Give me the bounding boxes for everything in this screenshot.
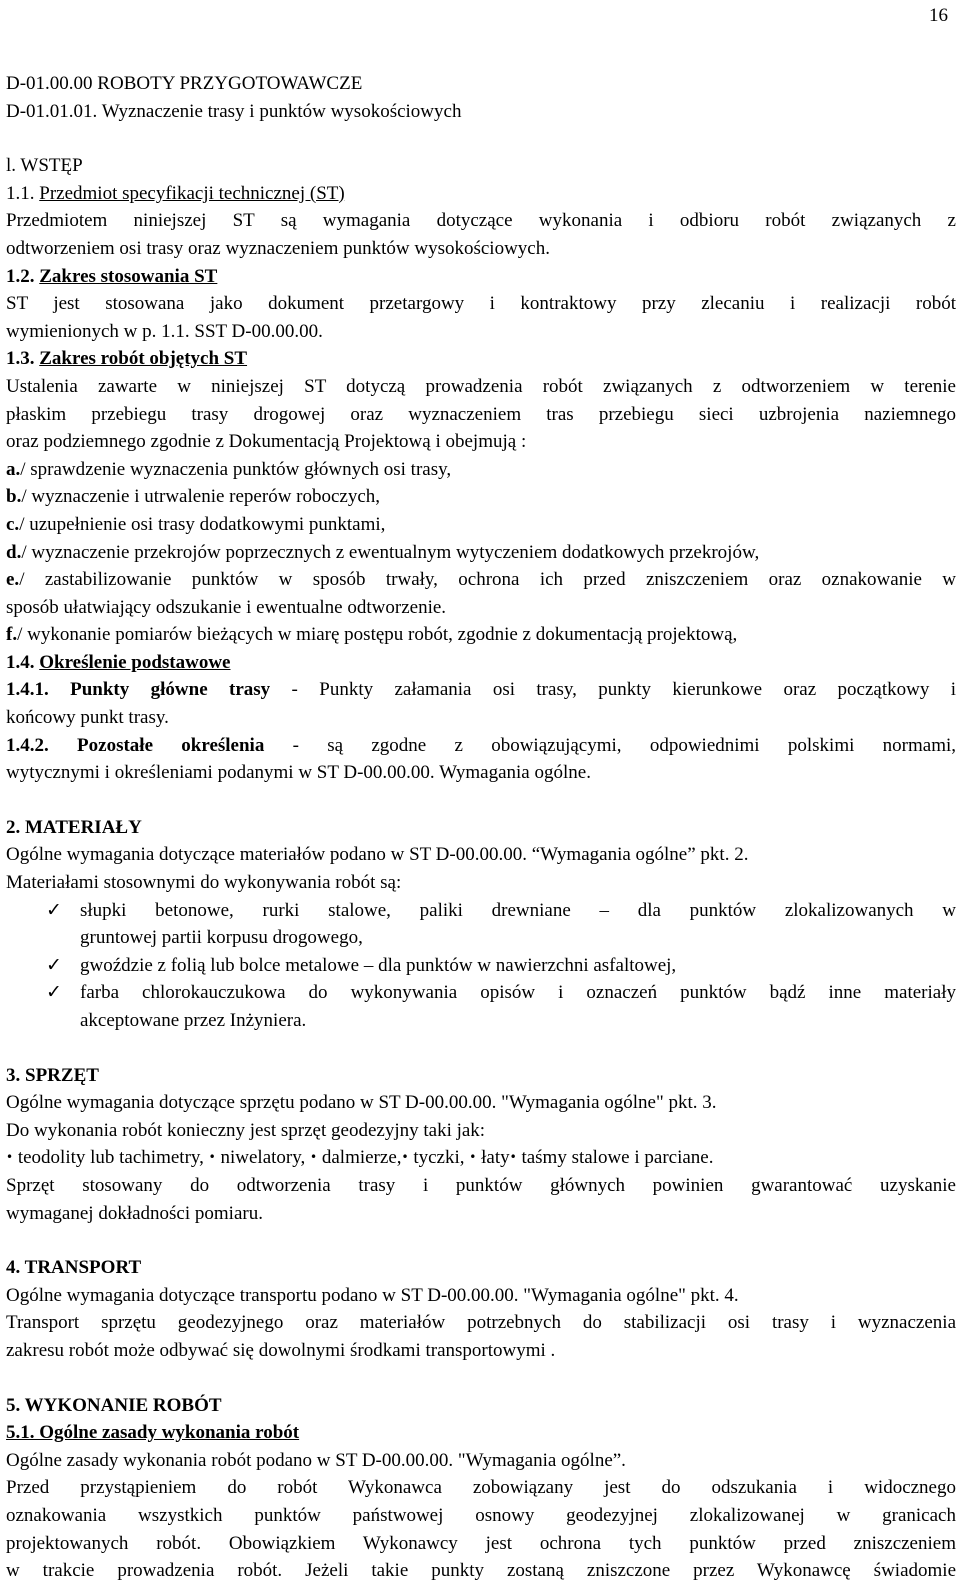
paragraph-line: płaskim przebiegu trasy drogowej oraz wyznaczeniem tras przebiegu sieci uzbrojenia naziemnego — [6, 403, 956, 425]
definition-1-4-1 — [6, 676, 956, 704]
material-text: gruntowej partii korpusu drogowego, — [80, 927, 363, 949]
section-1-1-title: Przedmiot specyfikacji technicznej (ST) — [39, 182, 345, 204]
material-item-2 — [6, 952, 956, 980]
paragraph-line: Ustalenia zawarte w niniejszej ST dotyczą prowadzenia robót związanych z odtworzeniem w terenie — [6, 375, 956, 397]
section-1-1-heading — [6, 180, 956, 208]
section-5-1-heading: 5.1. Ogólne zasady wykonania robót — [6, 1422, 300, 1444]
paragraph-line: Materiałami stosownymi do wykonywania robót są: — [6, 872, 402, 894]
document-body — [6, 70, 956, 1585]
paragraph-line: końcowy punkt trasy. — [6, 707, 169, 729]
material-text: farba chlorokauczukowa do wykonywania opisów i oznaczeń punktów bądź inne materiały — [80, 982, 956, 1004]
paragraph-line: Ogólne wymagania dotyczące materiałów podano w ST D-00.00.00. “Wymagania ogólne” pkt. 2. — [6, 844, 749, 866]
checkmark-icon: ✓ — [46, 953, 62, 976]
section-1-4-number: 1.4. — [6, 651, 35, 673]
paragraph-line: w trakcie prowadzenia robót. Jeżeli takie punkty zostaną zniszczone przez Wykonawcę świadomie — [6, 1560, 956, 1582]
section-1-3-number: 1.3. — [6, 348, 35, 370]
section-1-2-number: 1.2. — [6, 265, 35, 287]
section-4-heading: 4. TRANSPORT — [6, 1257, 142, 1279]
section-1-heading: l. WSTĘP — [6, 155, 83, 177]
scope-item-text: / zastabilizowanie punktów w sposób trwały, ochrona ich przed zniszczeniem oraz oznakowanie w — [19, 569, 956, 591]
scope-item-key: a. — [6, 458, 21, 480]
paragraph-line: Ogólne zasady wykonania robót podano w ST D-00.00.00. "Wymagania ogólne”. — [6, 1449, 626, 1471]
material-item-1 — [6, 897, 956, 952]
section-1-4-title: Określenie podstawowe — [39, 651, 231, 673]
definition-term: 1.4.1. Punkty główne trasy — [6, 679, 271, 701]
paragraph-line: sposób ułatwiający odszukanie i ewentualne odtworzenie. — [6, 596, 447, 618]
bullet-icon: • — [310, 1150, 318, 1165]
scope-item-key: d. — [6, 541, 22, 563]
paragraph-line: oznakowania wszystkich punktów państwowej osnowy geodezyjnej zlokalizowanej w granicach — [6, 1504, 956, 1526]
bullet-icon: • — [6, 1150, 14, 1165]
material-text: akceptowane przez Inżyniera. — [80, 1010, 307, 1031]
scope-item-e — [6, 566, 956, 594]
paragraph-line: wytycznymi i określeniami podanymi w ST D-00.00.00. Wymagania ogólne. — [6, 762, 591, 784]
scope-item-d — [6, 539, 956, 567]
material-text: gwoździe z folią lub bolce metalowe – dla punktów w nawierzchni asfaltowej, — [80, 954, 677, 976]
bullet-icon: • — [401, 1150, 409, 1165]
equipment-item: taśmy stalowe i parciane. — [521, 1147, 714, 1169]
scope-item-b — [6, 483, 956, 511]
paragraph-line: projektowanych robót. Obowiązkiem Wykonawcy jest ochrona tych punktów przed zniszczeniem — [6, 1532, 956, 1554]
section-3-heading: 3. SPRZĘT — [6, 1064, 99, 1086]
paragraph-line: Ogólne wymagania dotyczące transportu podano w ST D-00.00.00. "Wymagania ogólne" pkt. 4. — [6, 1284, 739, 1306]
page-number: 16 — [929, 5, 948, 26]
paragraph-line: wymaganej dokładności pomiaru. — [6, 1202, 263, 1224]
bullet-icon: • — [469, 1150, 477, 1165]
paragraph-line: Transport sprzętu geodezyjnego oraz materiałów potrzebnych do stabilizacji osi trasy i wyznaczenia — [6, 1312, 956, 1334]
definition-term: 1.4.2. Pozostałe określenia — [6, 734, 265, 756]
scope-item-text: / wykonanie pomiarów bieżących w miarę postępu robót, zgodnie z dokumentacją projektową, — [17, 624, 738, 646]
equipment-item: tyczki, — [413, 1147, 465, 1169]
paragraph-line: wymienionych w p. 1.1. SST D-00.00.00. — [6, 320, 323, 342]
scope-item-text: / uzupełnienie osi trasy dodatkowymi punktami, — [19, 513, 386, 535]
bullet-icon: • — [208, 1150, 216, 1165]
header-line-1: D-01.00.00 ROBOTY PRZYGOTOWAWCZE — [6, 73, 363, 94]
section-1-3-heading — [6, 345, 956, 373]
paragraph-line: Sprzęt stosowany do odtworzenia trasy i punktów głównych powinien gwarantować uzyskanie — [6, 1174, 956, 1196]
scope-item-key: c. — [6, 513, 20, 535]
checkmark-icon: ✓ — [46, 898, 62, 921]
paragraph-line: Ogólne wymagania dotyczące sprzętu podano w ST D-00.00.00. "Wymagania ogólne" pkt. 3. — [6, 1092, 717, 1114]
definition-text: - są zgodne z obowiązującymi, odpowiednimi polskimi normami, — [264, 734, 957, 756]
definition-1-4-2 — [6, 732, 956, 760]
equipment-item: dalmierze, — [321, 1147, 402, 1169]
equipment-item: teodolity lub tachimetry, — [17, 1147, 204, 1169]
definition-text: - Punkty załamania osi trasy, punkty kierunkowe oraz początkowy i — [270, 679, 956, 701]
equipment-item: niwelatory, — [220, 1147, 306, 1169]
scope-item-key: f. — [6, 624, 18, 646]
paragraph-line: ST jest stosowana jako dokument przetargowy i kontraktowy przy zlecaniu i realizacji robót — [6, 293, 956, 315]
scope-item-text: / wyznaczenie przekrojów poprzecznych z ewentualnym wytyczeniem dodatkowych przekrojów, — [21, 541, 760, 563]
scope-item-f — [6, 621, 956, 649]
paragraph-line: Do wykonania robót konieczny jest sprzęt geodezyjny taki jak: — [6, 1119, 486, 1141]
paragraph-line: odtworzeniem osi trasy oraz wyznaczeniem punktów wysokościowych. — [6, 237, 550, 259]
material-text: słupki betonowe, rurki stalowe, paliki drewniane – dla punktów zlokalizowanych w — [80, 899, 956, 921]
scope-item-text: / wyznaczenie i utrwalenie reperów roboczych, — [21, 486, 381, 508]
paragraph-line: Przedmiotem niniejszej ST są wymagania dotyczące wykonania i odbioru robót związanych z — [6, 210, 956, 232]
section-1-2-heading — [6, 263, 956, 291]
header-line-2: D-01.01.01. Wyznaczenie trasy i punktów wysokościowych — [6, 100, 462, 122]
paragraph-line: oraz podziemnego zgodnie z Dokumentacją Projektową i obejmują : — [6, 431, 527, 453]
material-item-3 — [6, 979, 956, 1034]
section-1-2-title: Zakres stosowania ST — [39, 265, 218, 287]
equipment-item: łaty — [481, 1147, 510, 1169]
scope-item-text: / sprawdzenie wyznaczenia punktów głównych osi trasy, — [20, 458, 452, 480]
paragraph-line: zakresu robót może odbywać się dowolnymi środkami transportowymi . — [6, 1339, 556, 1361]
paragraph-line: Przed przystąpieniem do robót Wykonawca zobowiązany jest do odszukania i widocznego — [6, 1477, 956, 1499]
equipment-list — [6, 1144, 956, 1172]
section-1-1-number: 1.1. — [6, 182, 35, 204]
scope-item-c — [6, 511, 956, 539]
scope-item-key: e. — [6, 569, 20, 591]
bullet-icon: • — [509, 1150, 517, 1165]
scope-item-a — [6, 456, 956, 484]
section-1-4-heading — [6, 649, 956, 677]
scope-item-key: b. — [6, 486, 22, 508]
section-5-heading: 5. WYKONANIE ROBÓT — [6, 1394, 222, 1416]
section-1-3-title: Zakres robót objętych ST — [39, 348, 248, 370]
section-2-heading: 2. MATERIAŁY — [6, 816, 142, 838]
checkmark-icon: ✓ — [46, 981, 62, 1004]
